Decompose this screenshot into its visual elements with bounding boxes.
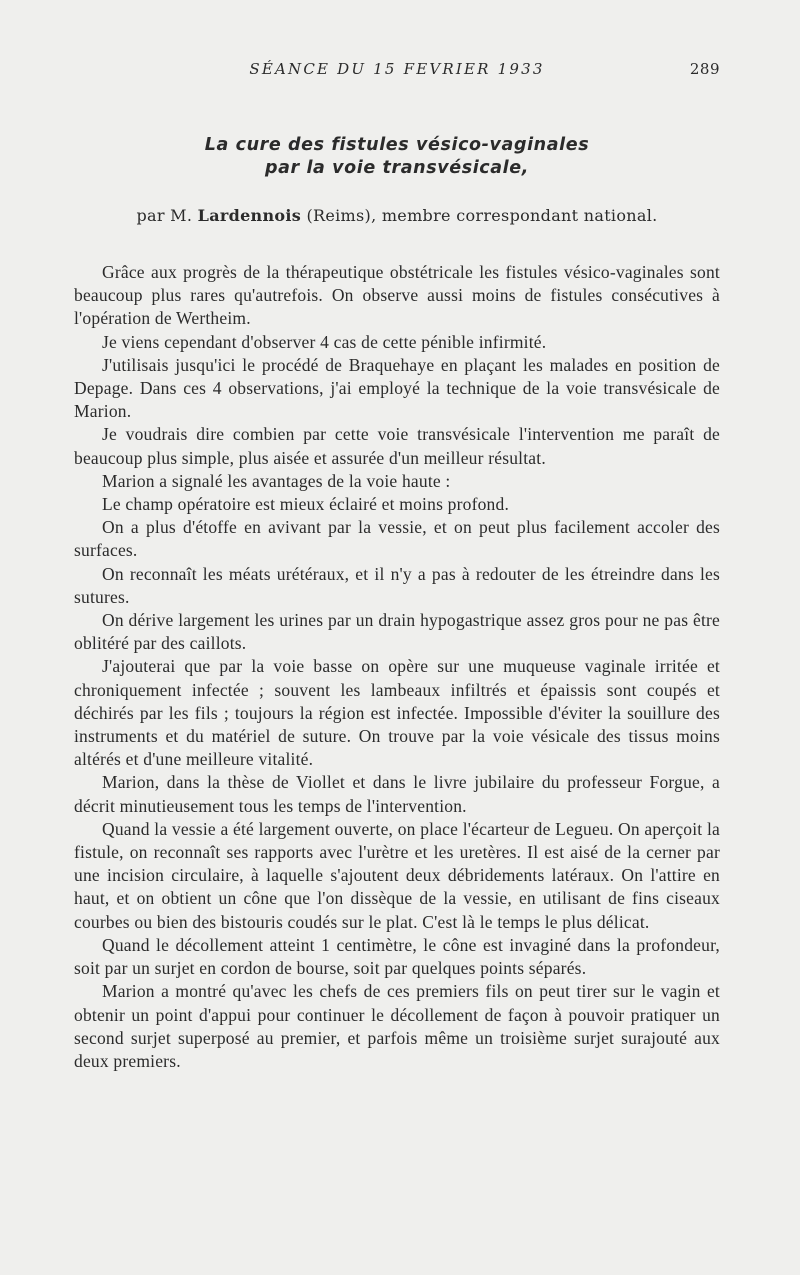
paragraph: J'utilisais jusqu'ici le procédé de Braquehaye en plaçant les malades en position de Depage. Dans ces 4 observations, j'ai employé la technique de la voie transvésicale de Marion.: [74, 354, 720, 422]
paragraph: On a plus d'étoffe en avivant par la vessie, et on peut plus facilement accoler des surfaces.: [74, 517, 720, 561]
running-header: [74, 60, 720, 84]
paragraph: On reconnaît les méats urétéraux, et il n'y a pas à redouter de les étreindre dans les sutures.: [74, 563, 720, 607]
byline-author: Lardennois: [197, 206, 302, 225]
paragraph: Marion, dans la thèse de Viollet et dans le livre jubilaire du professeur Forgue, a décrit minutieusement tous les temps de l'intervention.: [74, 772, 720, 816]
running-title: SÉANCE DU 15 FEVRIER 1933: [249, 60, 545, 78]
article-title-line-1: La cure des fistules vésico-vaginales: [204, 135, 590, 155]
paragraph: Je voudrais dire combien par cette voie transvésicale l'intervention me paraît de beaucoup plus simple, plus aisée et assurée d'un meilleur résultat.: [74, 424, 720, 468]
article-title-line-2: par la voie transvésicale,: [264, 158, 530, 178]
article-title: [74, 134, 720, 180]
page-number: 289: [689, 60, 720, 78]
byline-prefix: par M.: [136, 206, 193, 225]
paragraph: On dérive largement les urines par un drain hypogastrique assez gros pour ne pas être oblitéré par des caillots.: [74, 610, 720, 654]
paragraph: Le champ opératoire est mieux éclairé et moins profond.: [102, 494, 510, 515]
paragraph: Marion a signalé les avantages de la voie haute :: [102, 470, 451, 491]
paragraph: Quand le décollement atteint 1 centimètre, le cône est invaginé dans la profondeur, soit par un surjet en cordon de bourse, soit par quelques points séparés.: [74, 934, 720, 979]
paragraph: Je viens cependant d'observer 4 cas de cette pénible infirmité.: [102, 331, 547, 352]
byline-suffix: (Reims), membre correspondant national.: [306, 206, 658, 225]
paragraph: Quand la vessie a été largement ouverte, on place l'écarteur de Legueu. On aperçoit la fistule, on reconnaît ses rapports avec l'urètre et les uretères. Il est aisé de la cerner par une incision circulaire, à laquelle s'ajoutent deux débridements latéraux. On l'attire en haut, et on obtient un cône que l'on dissèque de la vessie, en utilisant de fins ciseaux courbes ou bien des bistouris coudés sur le plat. C'est là le temps le plus délicat.: [74, 818, 720, 932]
byline: [74, 206, 720, 225]
paragraph: J'ajouterai que par la voie basse on opère sur une muqueuse vaginale irritée et chroniquement infectée ; souvent les lambeaux infiltrés et épaissis sont coupés et déchirés par les fils ; toujours la région est infectée. Impossible d'éviter la souillure des instruments et du matériel de suture. On trouve par la voie vésicale des tissus moins altérés et d'une meilleure vitalité.: [74, 656, 720, 770]
paragraph: Marion a montré qu'avec les chefs de ces premiers fils on peut tirer sur le vagin et obtenir un point d'appui pour continuer le décollement de façon à pouvoir pratiquer un second surjet superposé au premier, et parfois même un troisième surjet surajouté aux deux premiers.: [74, 981, 720, 1071]
paragraph: Grâce aux progrès de la thérapeutique obstétricale les fistules vésico-vaginales sont beaucoup plus rares qu'autrefois. On observe aussi moins de fistules consécutives à l'opération de Wertheim.: [74, 262, 720, 329]
article-body: [74, 261, 720, 1073]
